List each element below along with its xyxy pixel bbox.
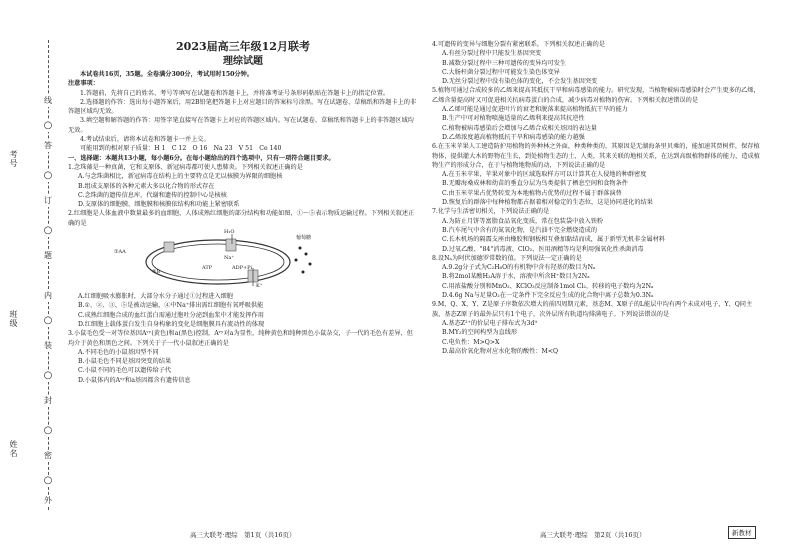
option: A.不同毛色的小鼠基因型不同 <box>78 348 159 356</box>
exam-subtitle: 理综试题 <box>223 56 263 67</box>
option: A.9.2g分子式为C₂H₆O的有机物中含有羟基的数目为Nₐ <box>442 264 596 272</box>
option: B.MY₂的空间构型为直线形 <box>442 329 518 337</box>
option: B.将2mol某酸H₂A溶于水，溶液中所含H⁺数目为2Nₐ <box>442 273 590 281</box>
label-name: 姓名 <box>9 440 18 458</box>
option: D.最高价氧化物对应水化物的酸性：M<Q <box>442 347 559 355</box>
option: B.无瓣海桑成林和幼苗的垂直分层为鸟类提供了栖息空间和食物条件 <box>442 180 628 188</box>
option: D.无丝分裂过程中没有染色体的变化，不会发生基因突变 <box>442 78 598 86</box>
option: D.乙烯浓度越高植物抵抗干旱和病毒感染的能力越强 <box>442 133 585 141</box>
option: C.成熟红细胞合成的血红蛋白需通过胞吐分泌到血浆中才能发挥作用 <box>78 311 264 319</box>
seal-circle-icon: ○ <box>43 170 53 181</box>
exam-title: 2023届高三年级12月联考 <box>176 40 310 53</box>
option: A.为防止月饼等富脂食品氧化变质，常在包装袋中放入铁粉 <box>442 217 604 225</box>
option: D.恢复后的群落中每种植物都占据着相对稳定的生态位，这是协同进化的结果 <box>442 199 653 207</box>
seal-word: 封 <box>44 396 52 405</box>
question-stem: 4.可遗传的变异与细胞分裂有紧密联系，下列相关叙述正确的是 <box>432 41 605 48</box>
diagram-label-process-b: ⑤B <box>152 269 161 276</box>
option: A.有丝分裂过程中只能发生基因突变 <box>442 50 542 58</box>
diagram-label-atp: ATP <box>202 265 213 272</box>
seal-word: 订 <box>44 196 52 205</box>
option: D.过氧乙酸、"84"消毒液、ClO₂、医用酒精等均是利用强氧化性杀菌消毒 <box>442 245 644 253</box>
page-footer-right: 高三大联考·理综 第2页（共16页） <box>540 531 646 539</box>
seal-circle-icon: ○ <box>43 370 53 381</box>
option: B.生产中可对植物喷施适量的乙烯利来提高其抗逆性 <box>442 115 585 123</box>
binding-dashed-line <box>48 40 49 510</box>
binding-margin <box>0 0 68 551</box>
option: D.4.6g Na与足量O₂在一定条件下完全反应生成的化合物中离子总数为0.3Nₐ <box>442 292 654 300</box>
seal-circle-icon: ○ <box>43 425 53 436</box>
option: A.乙烯可能是通过促进叶片的衰老和脱落来提高植物抵抗干旱的能力 <box>442 106 628 114</box>
option: A.在玉米苹果，苹果对象中的区域选取样方可以计算其在人侵地的种群密度 <box>442 171 647 179</box>
question-stem: 6.在玉米苹果人工建造防护用植物的外种林之外面，种类种类的，其原因是无湖海条里贝乘的，能加速其贾树拌，保存植物体，提供灌大木的野物在生长，到处植物生态的土，人类，其来关联的地相关系，在达到高级植物群体的能力，造成植物生产的形成分合，在于与植物地物质的动，下列说法正确的是 <box>432 143 760 169</box>
exam-intro: 本试卷共16页，35题。全卷满分300分，考试用时150分钟。 <box>80 71 253 78</box>
option: C.用浓盐酸分别和MnO₂、KClO₃反应制备1mol Cl₂，转移的电子数均为2Nₐ <box>442 282 654 290</box>
option: D.红细胞上载体蛋白发生自身构象的变化是细胞膜具有流动性的体现 <box>78 320 265 328</box>
option: C.电负性：M>Q>X <box>442 338 500 346</box>
question-stem: 5.植物可通过合成较多的乙烯来提高其抵抗干旱和病毒感染的能力。研究发现，当植物被病毒感染时会产生更多的乙烯，乙烯含量提高时又可促进相关抗病毒蛋白的合成，减少病毒对植物的伤害。下列相关叙述错误的是 <box>432 87 760 104</box>
option: B.小鼠毛色不同是基因突变的结果 <box>78 358 172 366</box>
right-column <box>432 40 764 356</box>
diagram-label-potassium: K⁺ <box>256 283 263 290</box>
note-item: 3.填空题和解答题的作答：用签字笔直接写在答题卡上对应的答题区域内。写在试题卷、草稿纸和答题卡上的非答题区域均无效。 <box>68 117 414 134</box>
seal-word: 装 <box>44 341 52 350</box>
seal-circle-icon: ○ <box>43 475 53 486</box>
option: C.植物被病毒感染后会增加与乙烯合成相关基因的表达量 <box>442 124 597 132</box>
seal-circle-icon: ○ <box>43 315 53 326</box>
label-exam-number: 考号 <box>9 150 18 168</box>
option: C.长木机场的隔震支座由橡胶和钢板相互叠加黏结而成，属于新型无机非金属材料 <box>442 236 666 244</box>
option: A.基态Z²⁺的价层电子排布式为3d⁹ <box>442 319 537 327</box>
seal-word: 线 <box>44 96 52 105</box>
note-item: 2.选择题的作答：选出每小题答案后，用2B铅笔把答题卡上对应题目的答案标号涂黑。写在试题卷、草稿纸和答题卡上的非答题区域均无效。 <box>68 98 417 116</box>
seal-word: 题 <box>44 251 52 260</box>
page-footer-left: 高三大联考·理综 第1页（共16页） <box>190 531 296 539</box>
left-column <box>68 40 418 385</box>
diagram-label-sodium: Na⁺ <box>224 255 234 262</box>
seal-word: 答 <box>44 141 52 150</box>
question-stem: 1.念珠藻是一种真菌，它和支原体、新冠病毒都可使人患肺炎。下列相关叙述正确的是 <box>68 163 303 171</box>
diagram-label-glucose: 葡萄糖 <box>296 235 312 242</box>
diagram-label-water: H₂O <box>224 229 235 236</box>
option: C.由玉米苹果占优势转变为本地植物占优势的过程不属于群落演替 <box>442 189 622 197</box>
option: B.减数分裂过程中三种可遗传的变异均可发生 <box>442 59 567 67</box>
option: B.①、②、③、⑤是被动运输，④中Na⁺排出需红细胞有氧呼吸供能 <box>78 302 264 310</box>
seal-word: 密 <box>44 451 52 460</box>
option: D.小鼠体内的Aᵛʸ和a基因都含有遗传信息 <box>78 376 191 384</box>
seal-circle-icon: ○ <box>43 225 53 236</box>
question-stem: 2.红细胞是人体血液中数量最多的血细胞，人体成熟红细胞的部分结构和功能如图，①～⑤表示物质运输过程。下列相关叙述正确的是 <box>68 210 415 227</box>
seal-word: 外 <box>44 496 52 505</box>
red-blood-cell-diagram <box>114 229 328 290</box>
option: C.大肠杆菌分裂过程中可能发生染色体变异 <box>442 68 560 76</box>
label-class: 班级 <box>9 310 18 328</box>
question-stem: 7.化学与生活密切相关，下列说法正确的是 <box>432 208 550 216</box>
question-stem: 9.M、Q、X、Y、Z是原子序数依次增大的前四周期元素，基态M、X原子的L能层中均有两个未成对电子，Y、Q同主族，基态Z原子的最外层只有1个电子，次外层所有轨道均排满电子。下列说法错误的是 <box>432 301 753 318</box>
diagram-label-adp: ADP+Pi <box>232 265 253 272</box>
note-item: 1.答题前，先将自己的姓名、考号等填写在试题卷和答题卡上，并将准考证号条形码粘贴在答题卡上的指定位置。 <box>80 89 390 97</box>
atomic-mass-line: 可能用到的相对原子质量：H 1 C 12 O 16 Na 23 V 51 Ce 140 <box>80 145 282 153</box>
option: D.支原体的细胞膜、细胞膜和核膜依结构和功能上紧密联系 <box>78 201 240 209</box>
seal-circle-icon: ○ <box>43 120 53 131</box>
option: C.小鼠不同的毛色可以遗传给子代 <box>78 367 172 375</box>
option: B.组成支原体的各种元素大多以化合物的形式存在 <box>78 182 215 190</box>
question-stem: 8.设Nₐ为阿伏加德罗常数的值。下列说法一定正确的是 <box>432 254 582 262</box>
option: B.汽车尾气中含有的氮氧化物，是汽油不完全燃烧造成的 <box>442 226 598 234</box>
notes-heading: 注意事项： <box>68 80 99 88</box>
diagram-label-process-1: ①AA <box>114 249 126 256</box>
question-stem: 3.小鼠毛色受一对等位基因Aᵛʸ(黄色)和a(黑色)控制，Aᵛʸ对a为显性，纯种黄色和纯种黑色小鼠杂交，子一代的毛色有差异，但均介于黄色和黑色之间。下列关于子一代小鼠叙述正确的是 <box>68 330 413 347</box>
section-heading: 一、选择题：本题共13小题，每小题6分。在每小题给出的四个选项中，只有一项符合题目要求。 <box>68 154 335 162</box>
option: A.红细胞吸水膨胀时，大部分水分子通过①过程进入细胞 <box>78 293 233 301</box>
note-item: 4.考试结束后，请将本试卷和答题卡一并上交。 <box>80 136 210 144</box>
option: C.念珠菌的遗传信息库，代谢和遗传的控制中心是核核 <box>78 191 227 199</box>
edition-badge: 新教材 <box>728 526 756 539</box>
option: A.与念珠菌相比，新冠病毒在结构上的主要特点是无以核膜为界限的细胞核 <box>78 173 283 181</box>
seal-word: 内 <box>44 291 52 300</box>
